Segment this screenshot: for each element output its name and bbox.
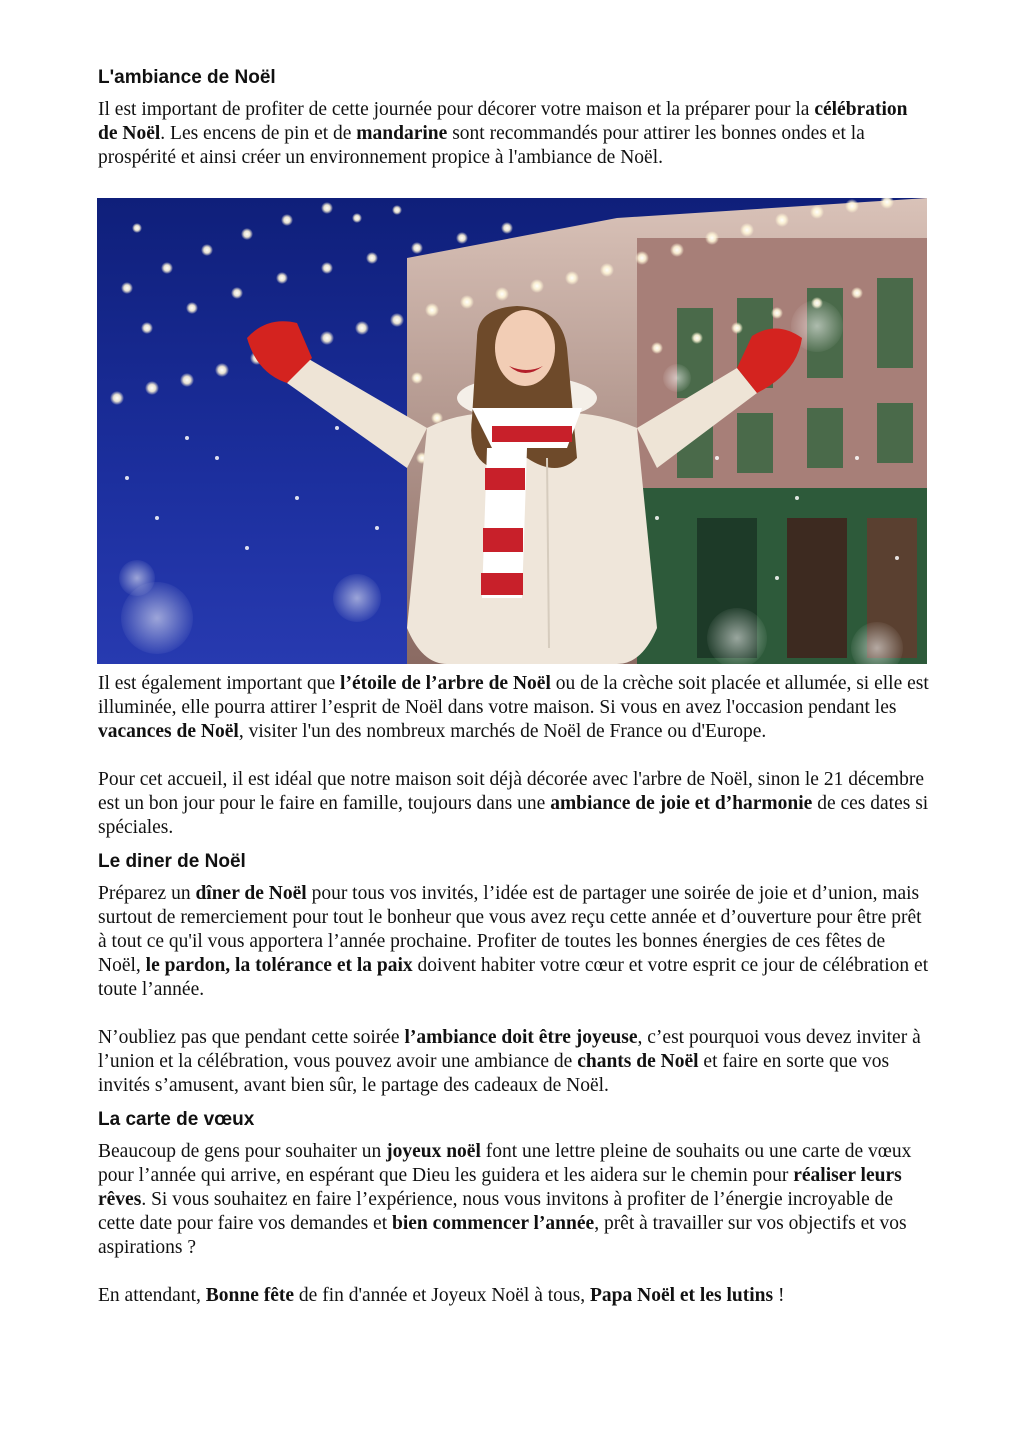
paragraph-accueil: Pour cet accueil, il est idéal que notre maison soit déjà décorée avec l'arbre de Noël, sinon le 21 décembre est un bon jour pour le faire en famille, toujours dans une ambiance de joie et d’harmonie de ces dates si spéciales. (98, 769, 929, 838)
christmas-photo (97, 198, 927, 664)
heading-ambiance: L'ambiance de Noël (98, 67, 276, 88)
paragraph-diner: Préparez un dîner de Noël pour tous vos invités, l’idée est de partager une soirée de joie et d’union, mais surtout de remerciement pour tout le bonheur que vous avez reçu cette année et d’ouverture pour être prêt à tout ce qu'il vous apportera l’année prochaine. Profiter de toutes les bonnes énergies de ces fêtes de Noël, le pardon, la tolérance et la paix doivent habiter votre cœur et votre esprit ce jour de célébration et toute l’année. (98, 883, 929, 1000)
woman-with-scarf-christmas-lights-icon (97, 198, 927, 664)
paragraph-ambiance-intro: Il est important de profiter de cette journée pour décorer votre maison et la préparer pour la célébration de Noël. Les encens de pin et de mandarine sont recommandés pour attirer les bonnes ondes et la prospérité et ainsi créer un environnement propice à l'ambiance de Noël. (98, 99, 908, 168)
paragraph-conclusion: En attendant, Bonne fête de fin d'année et Joyeux Noël à tous, Papa Noël et les lutins ! (98, 1285, 785, 1306)
heading-diner: Le diner de Noël (98, 851, 246, 872)
paragraph-carte-voeux: Beaucoup de gens pour souhaiter un joyeux noël font une lettre pleine de souhaits ou une carte de vœux pour l’année qui arrive, en espérant que Dieu les guidera et les aidera sur le chemin pour réaliser leurs rêves. Si vous souhaitez en faire l’expérience, nous vous invitons à profiter de l’énergie incroyable de cette date pour faire vos demandes et bien commencer l’année, prêt à travailler sur vos objectifs et vos aspirations ? (98, 1141, 912, 1258)
paragraph-soiree: N’oubliez pas que pendant cette soirée l’ambiance doit être joyeuse, c’est pourquoi vous devez inviter à l’union et la célébration, vous pouvez avoir une ambiance de chants de Noël et faire en sorte que vos invités s’amusent, avant bien sûr, le partage des cadeaux de Noël. (98, 1027, 921, 1096)
heading-carte-voeux: La carte de vœux (98, 1109, 255, 1130)
paragraph-etoile: Il est également important que l’étoile de l’arbre de Noël ou de la crèche soit placée et allumée, si elle est illuminée, elle pourra attirer l’esprit de Noël dans votre maison. Si vous en avez l'occasion pendant les vacances de Noël, visiter l'un des nombreux marchés de Noël de France ou d'Europe. (98, 673, 929, 742)
